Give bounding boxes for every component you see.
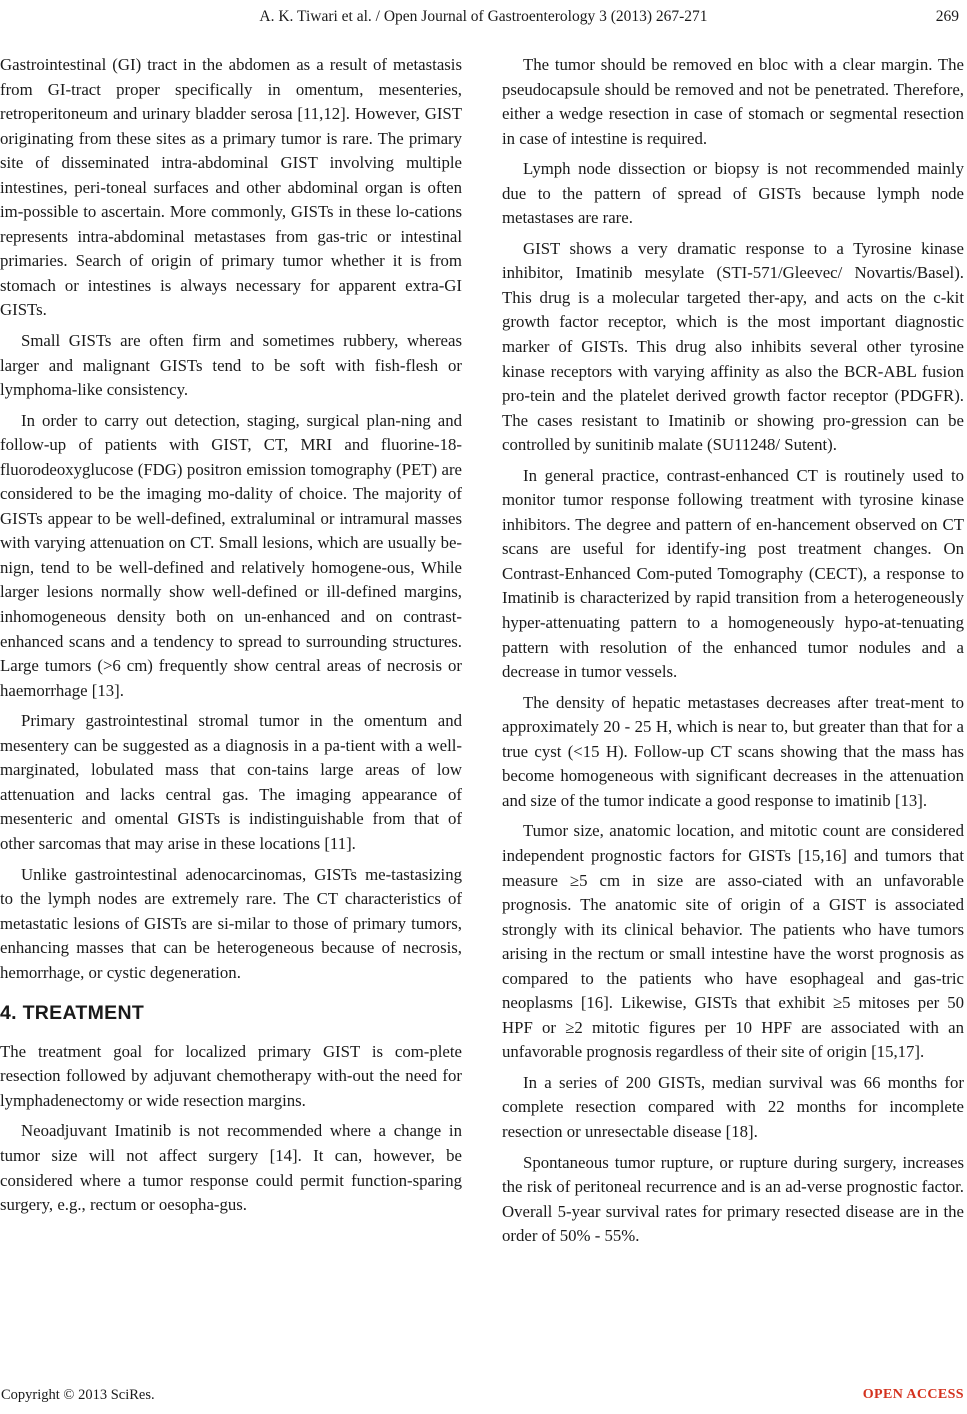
paragraph: Spontaneous tumor rupture, or rupture during surgery, increases the risk of peritoneal recurrence and is an ad-verse prognostic factor. Overall 5-year survival rates for primary resected disease are in the order of 50% - 55%.	[502, 1152, 964, 1246]
paragraph: The density of hepatic metastases decreases after treat-ment to approximately 20 - 25 H, which is near to, but greater than that for a true cyst (<15 H). Follow-up CT scans showing that the mass has become homogeneous with significant decreases in the attenuation and size of the tumor indicate a good response to imatinib [13].	[502, 692, 964, 810]
page-footer	[0, 1387, 967, 1409]
paragraph: Tumor size, anatomic location, and mitotic count are considered independent prognostic factors for GISTs [15,16] and tumors that measure ≥5 cm in size are asso-ciated with an unfavorable prognosis. The anatomic site of origin of a GIST is associated strongly with its clinical behavior. The patients who have tumors arising in the rectum or small intestine have the worst prognosis as compared to the patients who have esophageal and gas-tric neoplasms [16]. Likewise, GISTs that exhibit ≥5 mitoses per 50 HPF or ≥2 mitotic figures per 10 HPF are associated with an unfavorable prognosis regardless of their site of origin [15,17].	[502, 821, 964, 1062]
left-column	[0, 53, 462, 1218]
paragraph: Neoadjuvant Imatinib is not recommended where a change in tumor size will not affect surgery [14]. It can, however, be considered where a tumor response could permit function-sparing surgery, e.g., rectum or oesopha-gus.	[0, 1121, 462, 1215]
paragraph: Gastrointestinal (GI) tract in the abdomen as a result of metastasis from GI-tract proper specifically in omentum, mesenteries, retroperitoneum and urinary bladder serosa [11,12]. However, GIST originating from these sites as a primary tumor is rare. The primary site of disseminated intra-abdominal GIST involving multiple intestines, peri-toneal surfaces and other abdominal organ is often im-possible to ascertain. More commonly, GISTs in these lo-cations represents intra-abdominal metastases from gas-tric or intestinal primaries. Search of origin of primary tumor whether it is from stomach or intestines is always necessary for apparent extra-GI GISTs.	[0, 55, 462, 320]
paragraph: Small GISTs are often firm and sometimes rubbery, whereas larger and malignant GISTs tend to be soft with fish-flesh or lymphoma-like consistency.	[0, 331, 462, 400]
paragraph: Lymph node dissection or biopsy is not recommended mainly due to the pattern of spread of GISTs because lymph node metastases are rare.	[502, 159, 964, 228]
page-header	[0, 8, 967, 30]
paragraph: In general practice, contrast-enhanced CT is routinely used to monitor tumor response following treatment with tyrosine kinase inhibitors. The degree and pattern of en-hancement observed on CT scans are useful for identify-ing post treatment changes. On Contrast-Enhanced Com-puted Tomography (CECT), a response to Imatinib is characterized by rapid transition from a heterogeneously hyper-attenuating pattern to a homogeneously hypo-at-tenuating pattern with resolution of the enhanced tumor nodules and a decrease in tumor vessels.	[502, 465, 964, 682]
right-column	[502, 53, 964, 1249]
paragraph: GIST shows a very dramatic response to a Tyrosine kinase inhibitor, Imatinib mesylate (STI-571/Gleevec/ Novartis/Basel). This drug is a molecular targeted ther-apy, and acts on the c-kit growth factor receptor, which is the most important diagnostic marker of GISTs. This drug also inhibits several other tyrosine kinase receptors with varying affinity as also the BCR-ABL fusion pro-tein and the platelet derived growth factor receptor (PDGFR). The cases resistant to Imatinib or showing pro-gression can be controlled by sunitinib malate (SU11248/ Sutent).	[502, 238, 964, 455]
open-access-label: OPEN ACCESS	[862, 1387, 964, 1402]
copyright-notice: Copyright © 2013 SciRes.	[1, 1387, 155, 1403]
running-title: A. K. Tiwari et al. / Open Journal of Gastroenterology 3 (2013) 267-271	[259, 8, 708, 25]
paragraph: The tumor should be removed en bloc with a clear margin. The pseudocapsule should be removed and not be penetrated. Therefore, either a wedge resection in case of stomach or segmental resection in case of intestine is required.	[502, 55, 964, 148]
paragraph: The treatment goal for localized primary GIST is com-plete resection followed by adjuvant chemotherapy with-out the need for lymphadenectomy or wide resection margins.	[0, 1041, 462, 1110]
page-number: 269	[935, 8, 959, 25]
paragraph: Unlike gastrointestinal adenocarcinomas, GISTs me-tastasizing to the lymph nodes are extremely rare. The CT characteristics of metastatic lesions of GISTs are si-milar to those of primary tumors, enhancing masses that can be heterogeneous because of necrosis, hemorrhage, or cystic degeneration.	[0, 864, 462, 982]
paragraph: In order to carry out detection, staging, surgical plan-ning and follow-up of patients with GIST, CT, MRI and fluorine-18-fluorodeoxyglucose (FDG) positron emission tomography (PET) are considered to be the imaging mo-dality of choice. The majority of GISTs appear to be well-defined, extraluminal or intramural masses with varying attenuation on CT. Small lesions, which are usually be-nign, tend to be well-defined and relatively homogene-ous, While larger lesions normally show well-defined or ill-defined margins, inhomogeneous density both on un-enhanced and on contrast-enhanced scans and a tendency to spread to surrounding structures. Large tumors (>6 cm) frequently show central areas of necrosis or haemorrhage [13].	[0, 410, 462, 700]
paragraph: In a series of 200 GISTs, median survival was 66 months for complete resection compared with 22 months for incomplete resection or unresectable disease [18].	[502, 1072, 964, 1141]
section-heading: 4. TREATMENT	[0, 1002, 145, 1025]
paragraph: Primary gastrointestinal stromal tumor in the omentum and mesentery can be suggested as a diagnosis in a pa-tient with a well-marginated, lobulated mass that con-tains large areas of low attenuation and lacks central gas. The imaging appearance of mesenteric and omental GISTs is indistinguishable from that of other sarcomas that may arise in these locations [11].	[0, 711, 462, 853]
